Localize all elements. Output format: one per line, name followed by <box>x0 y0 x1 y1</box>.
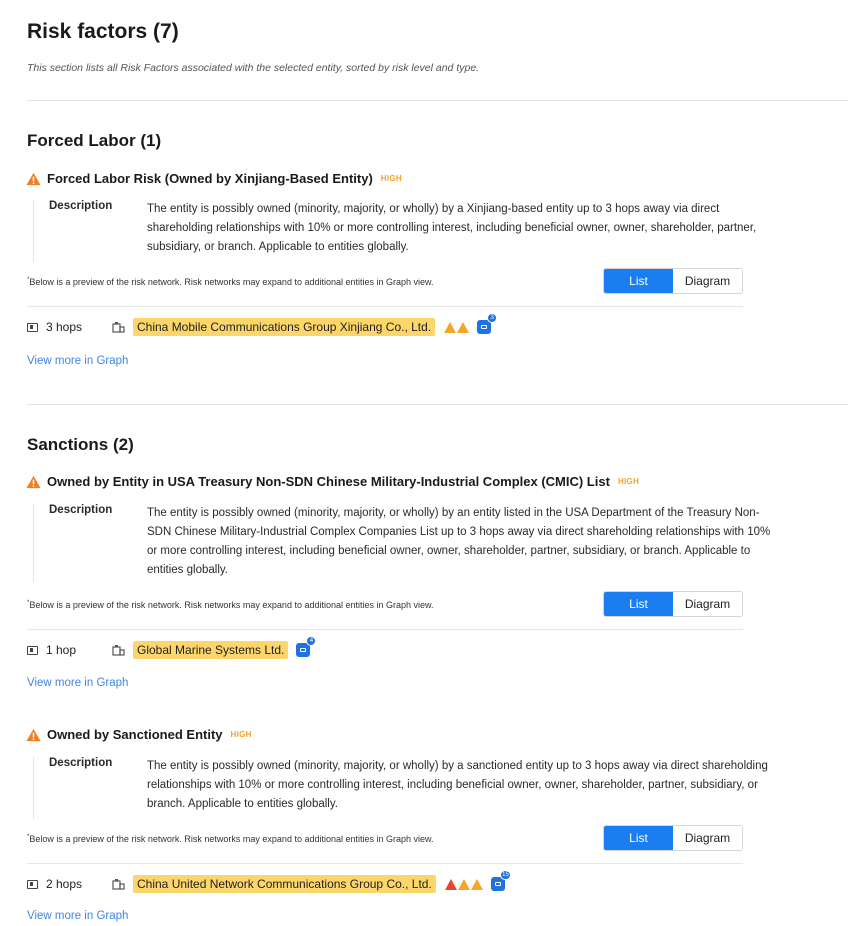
divider <box>27 863 743 864</box>
diagram-view-button[interactable]: Diagram <box>673 269 742 293</box>
badge-count: 15 <box>502 872 509 878</box>
building-icon <box>112 321 125 333</box>
risk-level-badge: HIGH <box>380 174 402 183</box>
risk-name: Forced Labor Risk (Owned by Xinjiang-Based Entity) <box>47 171 373 186</box>
description-label: Description <box>49 757 113 769</box>
divider <box>27 100 848 101</box>
divider <box>27 306 743 307</box>
warning-triangle-icon <box>444 322 456 333</box>
description-label: Description <box>49 200 113 212</box>
building-icon <box>112 644 125 656</box>
risk-path-row <box>27 315 494 337</box>
network-badge-icon[interactable] <box>491 872 509 891</box>
description-label: Description <box>49 504 113 516</box>
list-view-button[interactable]: List <box>604 826 673 850</box>
risk-name: Owned by Sanctioned Entity <box>47 727 223 742</box>
divider <box>27 629 743 630</box>
divider <box>27 404 848 405</box>
list-view-button[interactable]: List <box>604 592 673 616</box>
risk-path-row <box>27 872 509 894</box>
hops-icon <box>27 323 38 332</box>
hops-icon <box>27 646 38 655</box>
hops-count: 3 hops <box>46 320 83 334</box>
risk-level-badge: HIGH <box>230 730 252 739</box>
preview-note: *Below is a preview of the risk network. Risk networks may expand to additional entities in Graph view. <box>27 600 434 610</box>
entity-link[interactable]: China United Network Communications Group Co., Ltd. <box>133 875 436 893</box>
description-text: The entity is possibly owned (minority, majority, or wholly) by a Xinjiang-based entity up to 3 hops away via direct shareholding relationships with 10% or more controlling interest, including beneficial owner, owner, shareholder, partner, subsidiary, or branch. Applicable to entities globally. <box>147 203 757 253</box>
preview-note: *Below is a preview of the risk network. Risk networks may expand to additional entities in Graph view. <box>27 277 434 287</box>
view-toggle <box>603 591 743 617</box>
badge-count: 4 <box>306 636 316 646</box>
warning-icon <box>26 172 41 186</box>
section-title-forced-labor: Forced Labor (1) <box>27 131 162 150</box>
warning-triangle-icon <box>458 879 470 890</box>
description-text: The entity is possibly owned (minority, majority, or wholly) by an entity listed in the USA Department of the Treasury Non-SDN Chinese Military-Industrial Complex Companies List up to 3 hops away via direct shareholding relationships with 10% or more controlling interest, including beneficial owner, owner, shareholder, partner, subsidiary, or branch. Applicable to entities globally. <box>147 507 771 576</box>
description-block <box>33 200 757 262</box>
description-text: The entity is possibly owned (minority, majority, or wholly) by a sanctioned entity up to 3 hops away via direct shareholding relationships with 10% or more controlling interest, including beneficial owner, owner, shareholder, partner, subsidiary, or branch. Applicable to entities globally. <box>147 760 768 810</box>
network-badge-icon[interactable] <box>477 315 494 334</box>
hops-icon <box>27 880 38 889</box>
page-title: Risk factors (7) <box>27 20 179 43</box>
list-view-button[interactable]: List <box>604 269 673 293</box>
view-more-in-graph-link[interactable]: View more in Graph <box>27 677 129 689</box>
network-badge-icon[interactable] <box>296 638 314 657</box>
warning-triangle-icon <box>445 879 457 890</box>
view-more-in-graph-link[interactable]: View more in Graph <box>27 910 129 922</box>
hops-count: 2 hops <box>46 877 83 891</box>
risk-indicator-icons <box>444 879 483 890</box>
diagram-view-button[interactable]: Diagram <box>673 826 742 850</box>
risk-name: Owned by Entity in USA Treasury Non-SDN Chinese Military-Industrial Complex (CMIC) List <box>47 474 610 489</box>
entity-link[interactable]: China Mobile Communications Group Xinjiang Co., Ltd. <box>133 318 435 336</box>
warning-triangle-icon <box>457 322 469 333</box>
risk-header[interactable] <box>26 474 639 489</box>
description-block <box>33 757 768 819</box>
warning-icon <box>26 728 41 742</box>
risk-header[interactable] <box>26 727 252 742</box>
view-toggle <box>603 268 743 294</box>
entity-link[interactable]: Global Marine Systems Ltd. <box>133 641 288 659</box>
risk-indicator-icons <box>443 322 469 333</box>
hops-count: 1 hop <box>46 643 77 657</box>
view-toggle <box>603 825 743 851</box>
preview-note: *Below is a preview of the risk network. Risk networks may expand to additional entities in Graph view. <box>27 834 434 844</box>
warning-icon <box>26 475 41 489</box>
badge-count: 3 <box>487 313 497 323</box>
warning-triangle-icon <box>471 879 483 890</box>
page-subtitle: This section lists all Risk Factors associated with the selected entity, sorted by risk level and type. <box>27 62 480 74</box>
risk-path-row <box>27 638 314 660</box>
diagram-view-button[interactable]: Diagram <box>673 592 742 616</box>
section-title-sanctions: Sanctions (2) <box>27 435 134 454</box>
risk-level-badge: HIGH <box>617 477 640 486</box>
building-icon <box>112 878 125 890</box>
view-more-in-graph-link[interactable]: View more in Graph <box>27 355 129 367</box>
description-block <box>33 504 771 582</box>
risk-header[interactable] <box>26 171 402 186</box>
